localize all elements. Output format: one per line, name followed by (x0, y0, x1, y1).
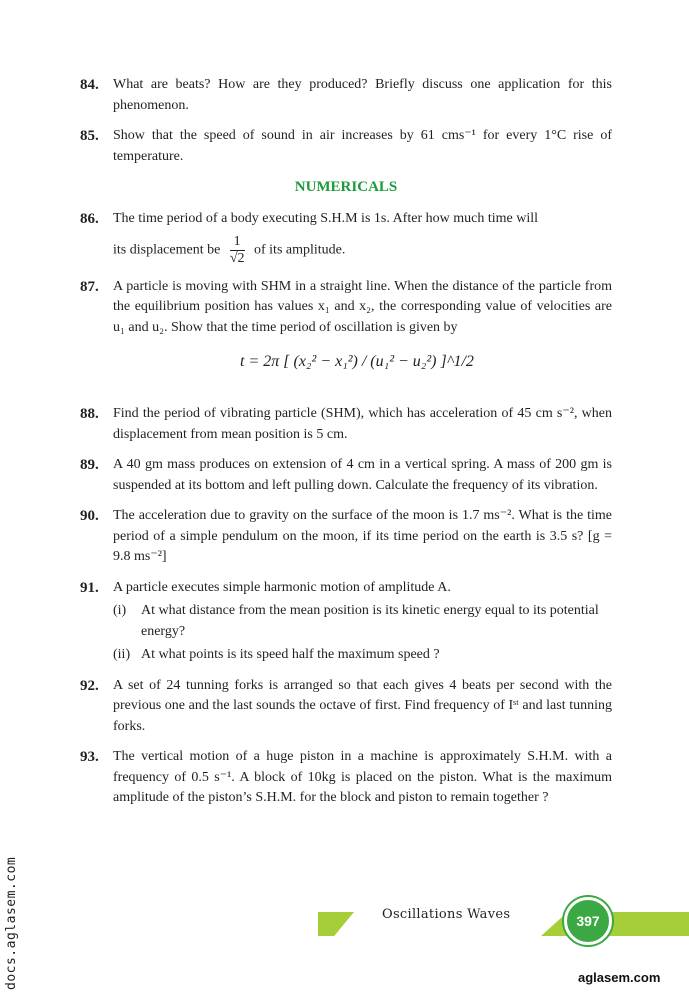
footer-band-left (318, 912, 354, 936)
fraction-numerator: 1 (233, 233, 241, 249)
question-text: The acceleration due to gravity on the surface of the moon is 1.7 ms⁻². What is the time period of a simple pendulum on the moon, if its time period on the earth is 3.5 s? [g = 9.8 ms⁻²] (113, 508, 612, 564)
footer-band-right (541, 912, 689, 936)
side-watermark: docs.aglasem.com (4, 856, 19, 990)
question-number: 90. (80, 508, 99, 524)
question-text: The vertical motion of a huge piston in a machine is approximately S.H.M. with a frequency of 0.5 s⁻¹. A block of 10kg is placed on the piston. What is the maximum amplitude of the piston’s S.H.M. for the block and piston to remain together ? (113, 749, 612, 805)
page-number-badge: 397 (564, 897, 612, 945)
question-text: A 40 gm mass produces on extension of 4 cm in a vertical spring. A mass of 200 gm is suspended at its bottom and left pulling down. Calculate the frequency of its vibration. (113, 457, 612, 493)
question-91 (80, 578, 612, 666)
question-text: What are beats? How are they produced? Briefly discuss one application for this phenomenon. (113, 77, 612, 113)
question-text: A set of 24 tunning forks is arranged so that each gives 4 beats per second with the previous one and the last sounds the octave of first. Find frequency of Iˢᵗ and last tunning forks. (113, 677, 612, 734)
question-89 (80, 455, 612, 496)
question-93 (80, 747, 612, 809)
question-text: of its amplitude. (254, 242, 346, 258)
formula: t = 2π [ (x₂² − x₁²) / (u₁² − u₂²) ]^1/2 (240, 353, 474, 370)
question-text: A particle is moving with SHM in a straight line. When the distance of the particle from the equilibrium position has values x₁ and x₂, the corresponding value of velocities are u₁ and u₂. Show that the time period of oscillation is given by (113, 278, 612, 335)
sub-label: (i) (113, 603, 127, 618)
sub-question-i (113, 601, 612, 642)
question-92 (80, 676, 612, 738)
question-number: 87. (80, 278, 99, 295)
question-number: 93. (80, 749, 99, 765)
question-number: 86. (80, 211, 99, 227)
question-column (80, 75, 612, 819)
question-text: its displacement be (113, 242, 221, 258)
question-90 (80, 506, 612, 568)
question-number: 88. (80, 406, 99, 422)
brand-link[interactable]: aglasem.com (578, 970, 661, 985)
question-number: 85. (80, 128, 99, 144)
question-number: 89. (80, 457, 99, 473)
sub-text: At what points is its speed half the maximum speed ? (141, 647, 440, 662)
sub-text: At what distance from the mean position is its kinetic energy equal to its potential energy? (141, 603, 599, 639)
sub-question-ii (113, 645, 612, 666)
sub-label: (ii) (113, 647, 131, 662)
question-number: 91. (80, 579, 99, 596)
question-text: Find the period of vibrating particle (SHM), which has acceleration of 45 cm s⁻², when displacement from mean position is 5 cm. (113, 406, 612, 442)
question-86 (80, 209, 612, 267)
question-84 (80, 75, 612, 116)
question-number: 84. (80, 77, 99, 93)
section-heading: NUMERICALS (294, 179, 398, 195)
question-87 (80, 277, 612, 339)
fraction (230, 234, 245, 267)
question-number: 92. (80, 677, 99, 694)
question-85 (80, 126, 612, 167)
question-text: A particle executes simple harmonic motion of amplitude A. (113, 579, 451, 595)
fraction-denominator: √2 (229, 250, 245, 266)
question-text: Show that the speed of sound in air increases by 61 cms⁻¹ for every 1°C rise of temperature. (113, 128, 612, 164)
chapter-title: Oscillations Waves (382, 907, 511, 922)
question-text: The time period of a body executing S.H.M is 1s. After how much time will (113, 211, 538, 226)
question-88 (80, 404, 612, 445)
